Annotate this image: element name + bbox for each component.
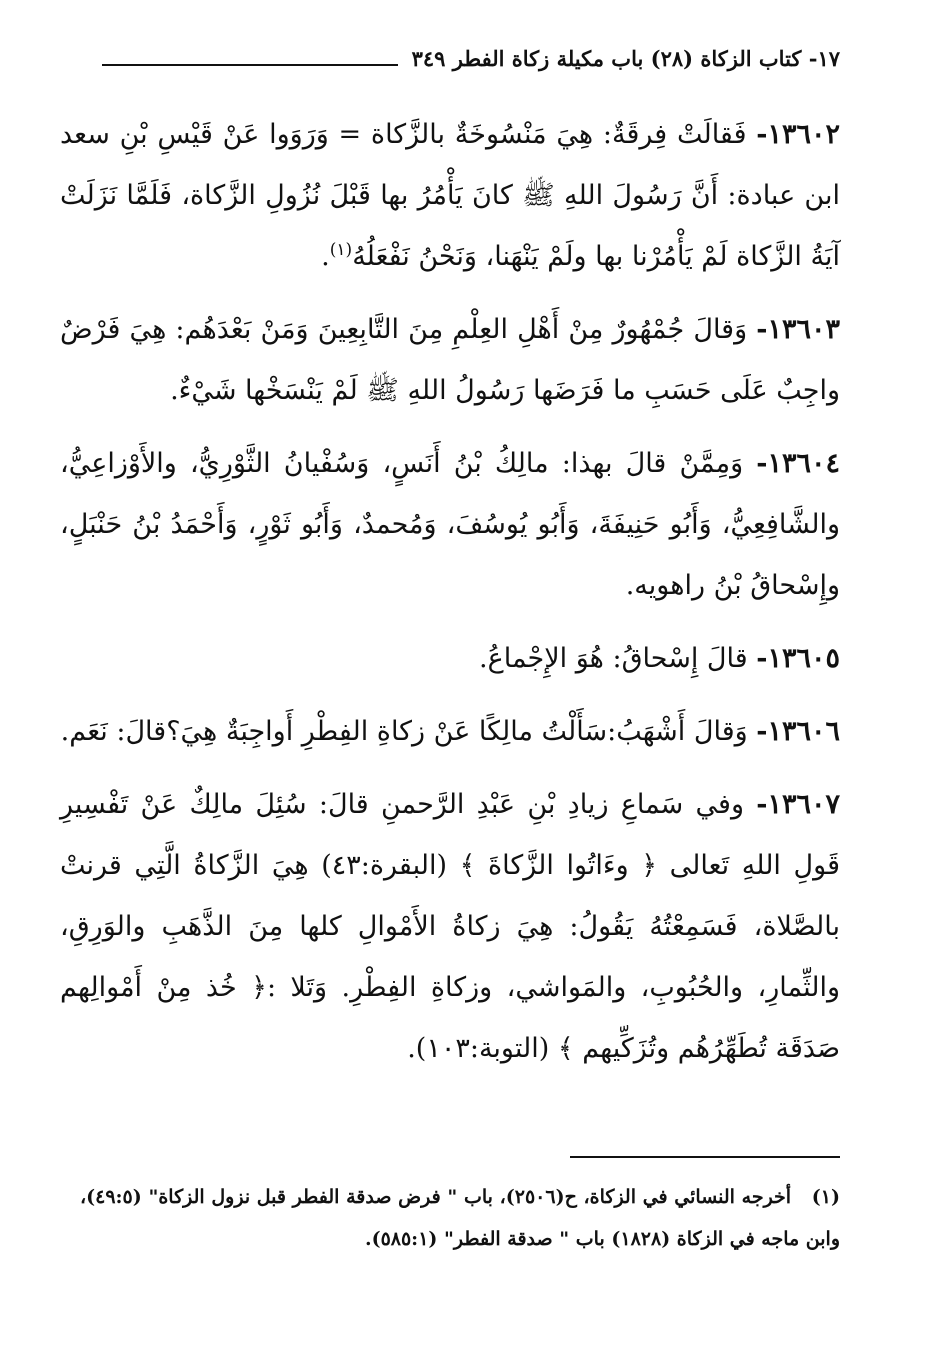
paragraph-number: ١٣٦٠٦- [756,716,840,747]
paragraph-13606 [60,701,840,762]
paragraph-13607 [60,774,840,1079]
footnote-text: أخرجه النسائي في الزكاة، ح(٢٥٠٦)، باب " فرض صدقة الفطر قبل نزول الزكاة" (٤٩:٥)، وابن ماجه في الزكاة (١٨٢٨) باب " صدقة الفطر" (٥٨٥:١). [80,1186,840,1250]
paragraph-number: ١٣٦٠٤- [756,448,840,479]
header-rule [102,64,398,66]
paragraph-text: وَقالَ أَشْهَبُ:سَأَلْتُ مالِكًا عَنْ زكاةِ الفِطْرِ أَواجِبَةٌ هِيَ؟قالَ: نَعَم. [60,716,748,747]
footnote [80,1176,840,1260]
paragraph-13602 [60,104,840,287]
paragraph-text: فَقالَتْ فِرقَةٌ: هِيَ مَنْسُوخَةٌ بالزَّكاة = وَرَوَوا عَنْ قَيْسِ بْنِ سعد ابن عبادة: أَنَّ رَسُولَ اللهِ ﷺ كانَ يَأْمُرُ بها قَبْلَ نُزُولِ الزَّكاة، فَلَمَّا نَزَلَتْ آيَةُ الزَّكاة لَمْ يَأْمُرْنا بها ولَمْ يَنْهَنا، وَنَحْنُ نَفْعَلُهُ [60,119,840,272]
paragraph-end: . [321,241,330,272]
paragraph-13605 [60,628,840,689]
paragraph-text: وَمِمَّنْ قالَ بهذا: مالِكُ بْنُ أَنَسٍ، وَسُفْيانُ الثَّوْرِيُّ، والأَوْزاعِيُّ، والشَّافِعِيُّ، وَأَبُو حَنِيفَةَ، وَأَبُو يُوسُفَ، وَمُحمدٌ، وَأَبُو ثَوْرٍ، وَأَحْمَدُ بْنُ حَنْبَلٍ، وإِسْحاقُ بْنُ راهويه. [60,448,840,601]
paragraph-text: وَقالَ جُمْهُورٌ مِنْ أَهْلِ العِلْمِ مِنَ التَّابِعِينَ وَمَنْ بَعْدَهُم: هِيَ فَرْضٌ واجِبٌ عَلَى حَسَبِ ما فَرَضَها رَسُولُ اللهِ ﷺ لَمْ يَنْسَخْها شَيْءٌ. [60,314,840,406]
paragraph-number: ١٣٦٠٥- [756,643,840,674]
paragraph-text: قالَ إِسْحاقُ: هُوَ الإِجْماعُ. [479,643,748,674]
paragraph-text: وفي سَماعِ زيادِ بْنِ عَبْدِ الرَّحمنِ قالَ: سُئِلَ مالِكٌ عَنْ تَفْسِيرِ قَولِ اللهِ تَعالى ﴿ وءَاتُوا الزَّكاةَ ﴾ (البقرة:٤٣) هِيَ الزَّكاةُ الَّتِي قرنتْ بالصَّلاة، فَسَمِعْتُهُ يَقُولُ: هِيَ زكاةُ الأَمْوالِ كلها مِنَ الذَّهَبِ والوَرِقِ، والثِّمارِ، والحُبُوبِ، والمَواشي، وزكاةِ الفِطْرِ. وَتَلا :﴿ خُذ مِنْ أَمْوالِهم صَدَقَة تُطَهِّرُهُم وتُزَكِّيهم ﴾ (التوبة:١٠٣). [60,789,840,1064]
paragraph-13604 [60,433,840,616]
paragraph-number: ١٣٦٠٣- [756,314,840,345]
main-text [60,104,840,1091]
paragraph-13603 [60,299,840,421]
paragraph-number: ١٣٦٠٧- [756,789,841,820]
running-header [88,38,840,78]
footnote-reference[interactable]: (١) [329,240,353,260]
header-title: ١٧- كتاب الزكاة (٢٨) باب مكيلة زكاة الفطر ٣٤٩ [411,45,840,71]
footnote-number: (١) [811,1186,840,1208]
footnote-divider [570,1156,840,1158]
paragraph-number: ١٣٦٠٢- [756,119,840,150]
